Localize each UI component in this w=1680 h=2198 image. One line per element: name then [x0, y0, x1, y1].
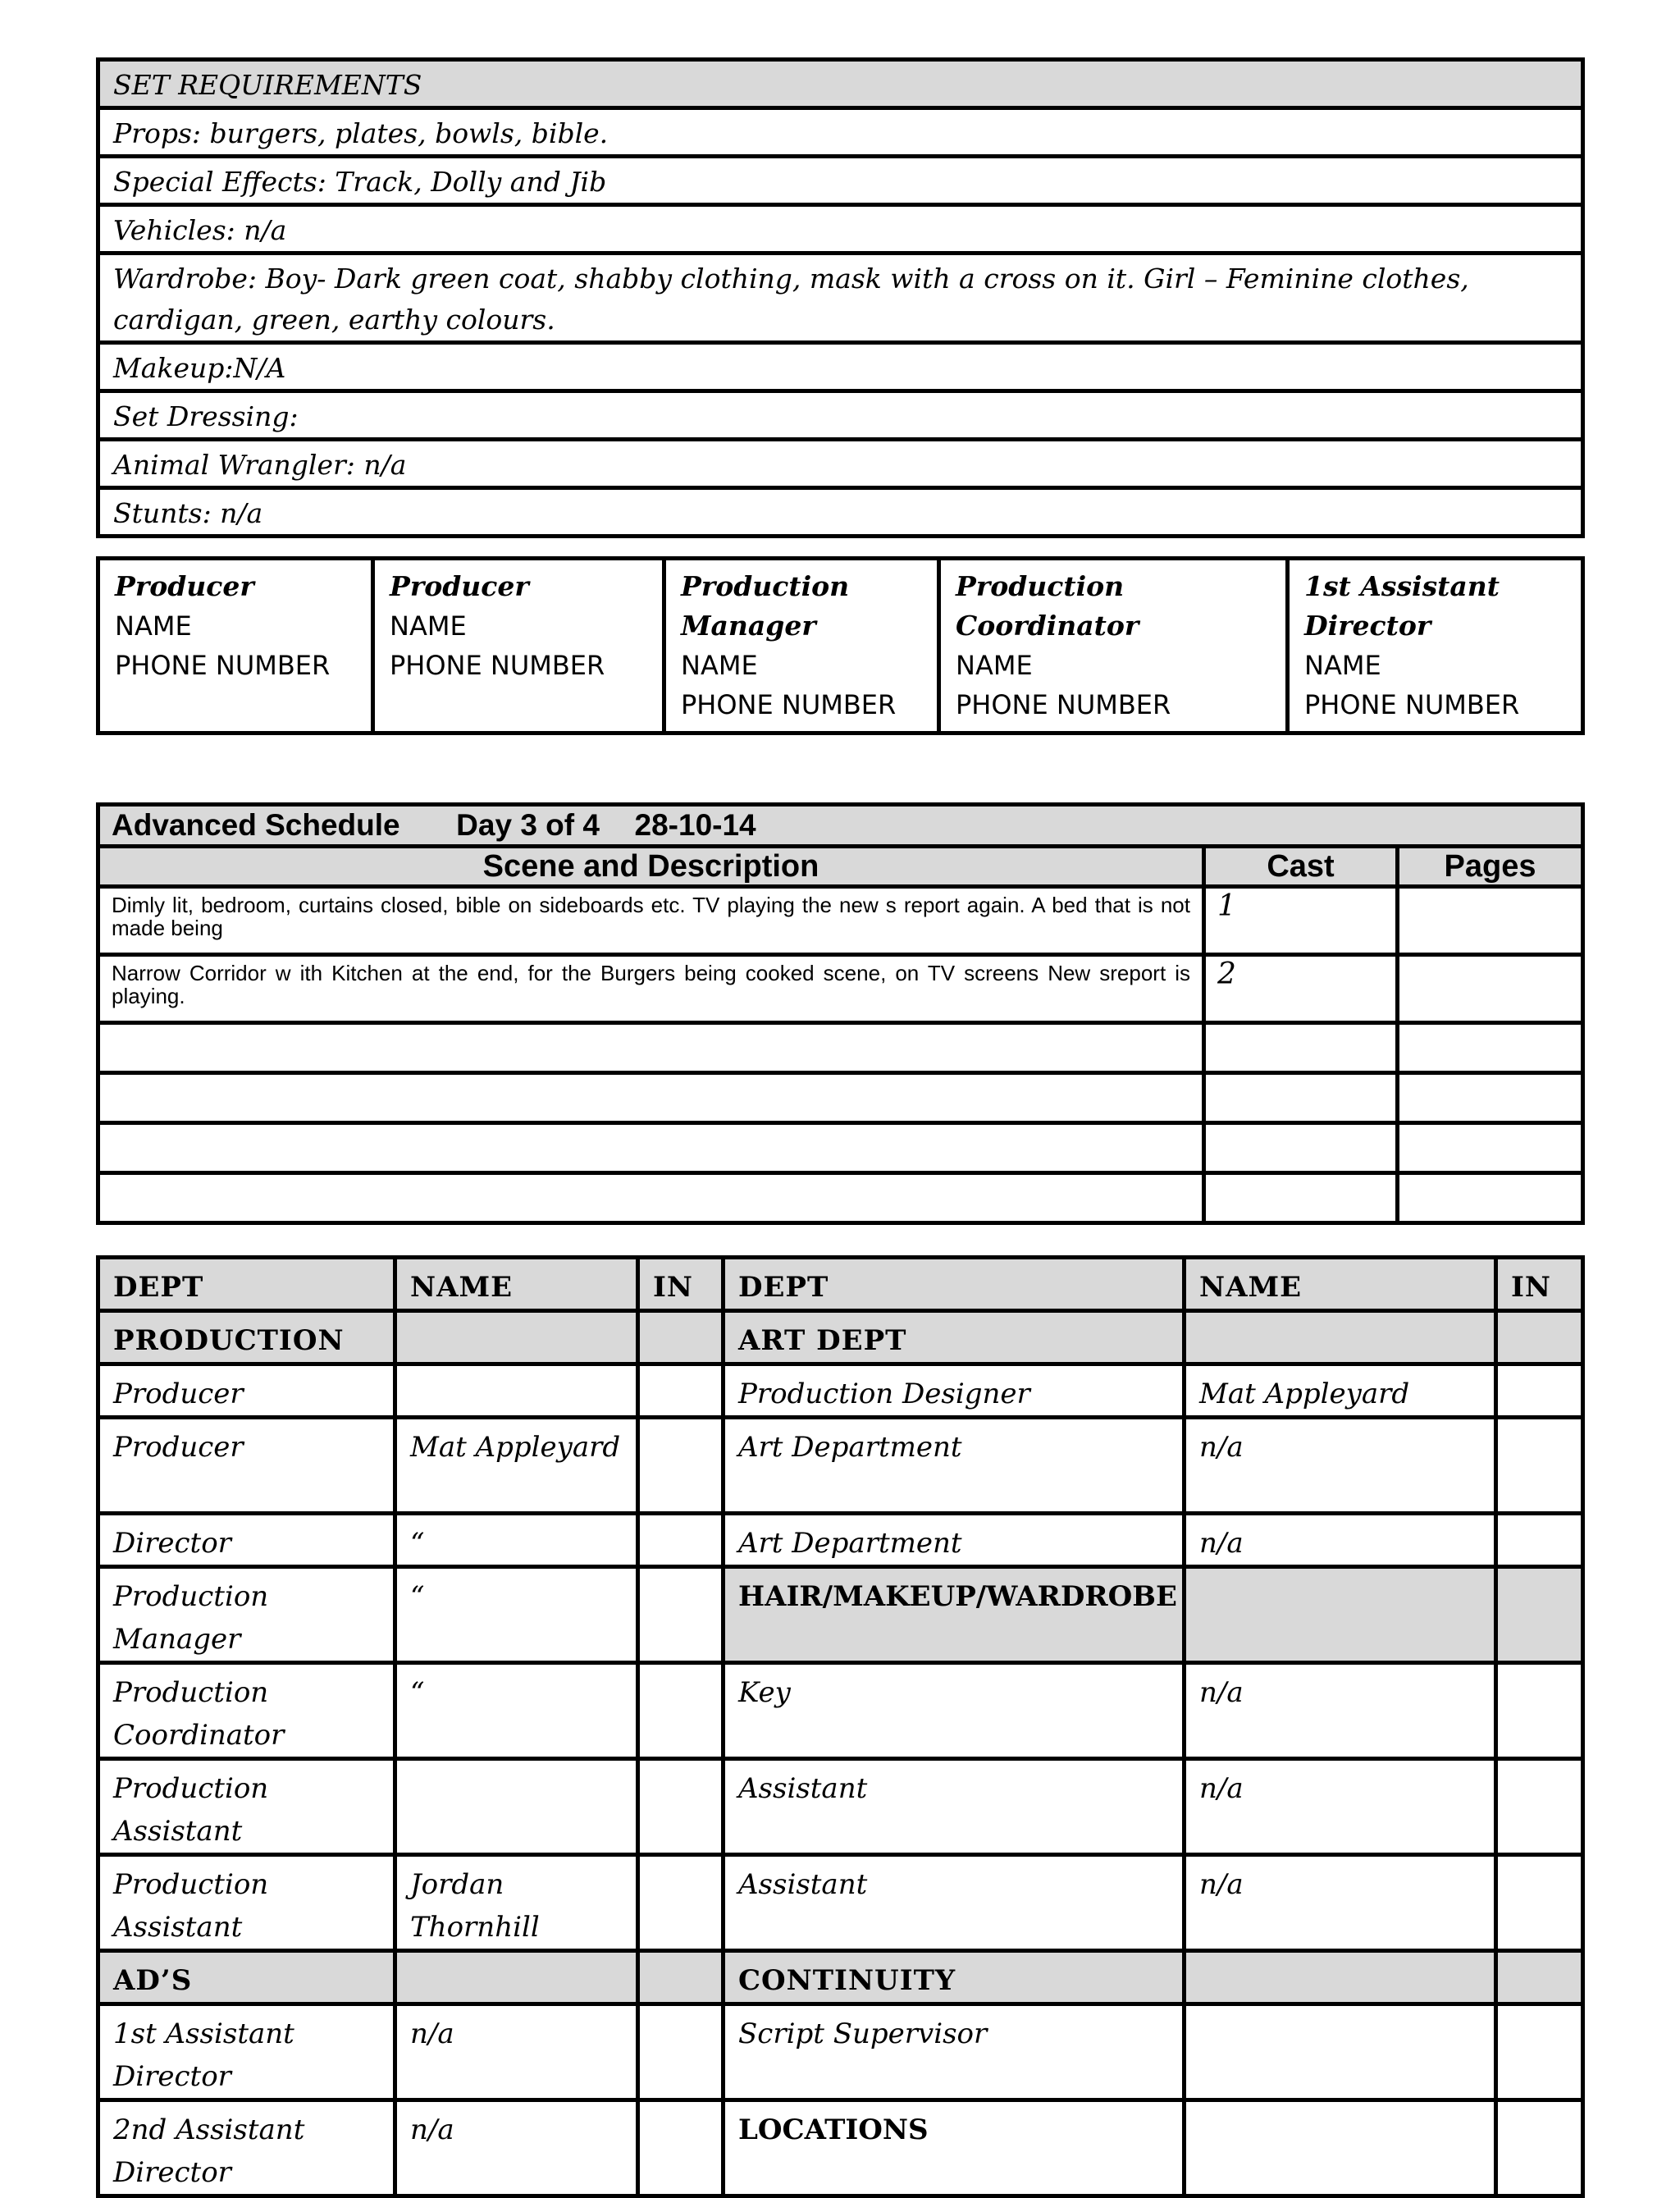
in-cell	[1496, 1951, 1583, 2004]
contact-phone: PHONE NUMBER	[956, 689, 1171, 720]
dept-header: DEPT	[98, 1258, 395, 1311]
department-row	[98, 1311, 1583, 1364]
stunts-row: Stunts: n/a	[98, 488, 1583, 537]
contact-cell	[1288, 559, 1583, 733]
name-cell	[1185, 2100, 1496, 2196]
contact-role: Production Coordinator	[956, 570, 1139, 642]
name-cell: Mat Appleyard	[1185, 1364, 1496, 1418]
name-header: NAME	[1185, 1258, 1496, 1311]
set-dressing-row: Set Dressing:	[98, 391, 1583, 440]
dept-cell: Script Supervisor	[724, 2004, 1185, 2100]
dept-cell: Production Assistant	[98, 1759, 395, 1855]
in-cell	[1496, 1855, 1583, 1951]
scene-cast: 2	[1204, 955, 1398, 1023]
in-cell	[638, 1663, 724, 1759]
contact-name: NAME	[956, 650, 1033, 681]
schedule-day: Day 3 of 4	[456, 808, 600, 842]
makeup-row: Makeup:N/A	[98, 343, 1583, 391]
in-cell	[638, 1759, 724, 1855]
name-cell: n/a	[395, 2100, 638, 2196]
contact-cell	[373, 559, 664, 733]
department-row	[98, 1418, 1583, 1514]
wardrobe-row: Wardrobe: Boy- Dark green coat, shabby clothing, mask with a cross on it. Girl – Feminine clothes, cardigan, green, earthy colours.	[98, 254, 1583, 343]
scene-description: Dimly lit, bedroom, curtains closed, bible on sideboards etc. TV playing the new s report again. A bed that is not made being	[98, 887, 1204, 955]
dept-cell: Director	[98, 1514, 395, 1567]
contact-phone: PHONE NUMBER	[1304, 689, 1520, 720]
dept-cell: ART DEPT	[724, 1311, 1185, 1364]
dept-cell: 1st Assistant Director	[98, 2004, 395, 2100]
name-cell: n/a	[1185, 1759, 1496, 1855]
department-row	[98, 2004, 1583, 2100]
in-cell	[638, 1514, 724, 1567]
department-row	[98, 1855, 1583, 1951]
dept-cell: Art Department	[724, 1514, 1185, 1567]
in-cell	[1496, 2100, 1583, 2196]
special-effects-row: Special Effects: Track, Dolly and Jib	[98, 157, 1583, 205]
contact-role: Producer	[115, 570, 254, 602]
department-row	[98, 1759, 1583, 1855]
set-requirements-table	[96, 57, 1585, 538]
scene-pages	[1398, 955, 1583, 1023]
name-cell	[395, 1364, 638, 1418]
in-cell	[1496, 1567, 1583, 1663]
scene-header: Scene and Description	[98, 847, 1204, 887]
dept-cell: Art Department	[724, 1418, 1185, 1514]
name-cell	[1185, 1311, 1496, 1364]
in-cell	[1496, 2004, 1583, 2100]
dept-cell: Producer	[98, 1364, 395, 1418]
dept-cell: Producer	[98, 1418, 395, 1514]
dept-cell: Production Assistant	[98, 1855, 395, 1951]
in-cell	[638, 1418, 724, 1514]
contact-role: 1st Assistant Director	[1304, 570, 1500, 642]
contact-name: NAME	[390, 610, 467, 642]
name-cell: Mat Appleyard	[395, 1418, 638, 1514]
set-requirements-title: SET REQUIREMENTS	[98, 60, 1583, 108]
dept-cell: CONTINUITY	[724, 1951, 1185, 2004]
name-cell: “	[395, 1663, 638, 1759]
dept-cell: Assistant	[724, 1759, 1185, 1855]
department-row	[98, 1663, 1583, 1759]
name-cell: n/a	[1185, 1663, 1496, 1759]
in-cell	[638, 2100, 724, 2196]
vehicles-row: Vehicles: n/a	[98, 205, 1583, 254]
schedule-row	[98, 955, 1583, 1023]
in-cell	[638, 1311, 724, 1364]
schedule-empty-row	[98, 1023, 1583, 1073]
schedule-date: 28-10-14	[634, 808, 756, 842]
schedule-title-bar	[98, 805, 1583, 847]
department-row	[98, 1951, 1583, 2004]
schedule-empty-row	[98, 1073, 1583, 1123]
dept-cell: Assistant	[724, 1855, 1185, 1951]
advanced-schedule-table	[96, 802, 1585, 1225]
in-cell	[638, 1364, 724, 1418]
name-cell	[1185, 1567, 1496, 1663]
dept-cell: PRODUCTION	[98, 1311, 395, 1364]
in-cell	[1496, 1759, 1583, 1855]
dept-cell: Key	[724, 1663, 1185, 1759]
schedule-row	[98, 887, 1583, 955]
contact-phone: PHONE NUMBER	[390, 650, 605, 681]
animal-wrangler-row: Animal Wrangler: n/a	[98, 440, 1583, 488]
contact-name: NAME	[1304, 650, 1381, 681]
name-cell: n/a	[1185, 1855, 1496, 1951]
contact-role: Producer	[390, 570, 529, 602]
contact-cell	[939, 559, 1288, 733]
contact-cell	[98, 559, 373, 733]
dept-cell: LOCATIONS	[724, 2100, 1185, 2196]
in-cell	[1496, 1364, 1583, 1418]
name-header: NAME	[395, 1258, 638, 1311]
schedule-empty-row	[98, 1173, 1583, 1223]
dept-cell: Production Coordinator	[98, 1663, 395, 1759]
dept-header: DEPT	[724, 1258, 1185, 1311]
contact-cell	[664, 559, 939, 733]
name-cell: n/a	[395, 2004, 638, 2100]
contact-phone: PHONE NUMBER	[115, 650, 331, 681]
name-cell: Jordan Thornhill	[395, 1855, 638, 1951]
in-cell	[638, 2004, 724, 2100]
contact-phone: PHONE NUMBER	[681, 689, 897, 720]
name-cell: n/a	[1185, 1514, 1496, 1567]
contacts-table	[96, 556, 1585, 735]
in-cell	[638, 1567, 724, 1663]
department-row	[98, 1514, 1583, 1567]
name-cell	[395, 1311, 638, 1364]
department-row	[98, 1364, 1583, 1418]
in-header: IN	[1496, 1258, 1583, 1311]
schedule-title: Advanced Schedule	[112, 808, 400, 842]
dept-cell: 2nd Assistant Director	[98, 2100, 395, 2196]
contact-role: Production Manager	[681, 570, 850, 642]
name-cell: “	[395, 1514, 638, 1567]
in-cell	[1496, 1514, 1583, 1567]
scene-cast: 1	[1204, 887, 1398, 955]
scene-pages	[1398, 887, 1583, 955]
in-header: IN	[638, 1258, 724, 1311]
in-cell	[1496, 1663, 1583, 1759]
dept-cell: Production Designer	[724, 1364, 1185, 1418]
pages-header: Pages	[1398, 847, 1583, 887]
in-cell	[638, 1951, 724, 2004]
name-cell	[1185, 1951, 1496, 2004]
dept-cell: HAIR/MAKEUP/WARDROBE	[724, 1567, 1185, 1663]
departments-body	[98, 1311, 1583, 2196]
name-cell: n/a	[1185, 1418, 1496, 1514]
department-row	[98, 1567, 1583, 1663]
name-cell	[1185, 2004, 1496, 2100]
scene-description: Narrow Corridor w ith Kitchen at the end, for the Burgers being cooked scene, on TV screens New sreport is playing.	[98, 955, 1204, 1023]
schedule-empty-row	[98, 1123, 1583, 1173]
in-cell	[638, 1855, 724, 1951]
name-cell	[395, 1759, 638, 1855]
contact-name: NAME	[115, 610, 192, 642]
contact-name: NAME	[681, 650, 758, 681]
name-cell	[395, 1951, 638, 2004]
department-row	[98, 2100, 1583, 2196]
dept-cell: AD’S	[98, 1951, 395, 2004]
props-row: Props: burgers, plates, bowls, bible.	[98, 108, 1583, 157]
in-cell	[1496, 1311, 1583, 1364]
in-cell	[1496, 1418, 1583, 1514]
name-cell: “	[395, 1567, 638, 1663]
dept-cell: Production Manager	[98, 1567, 395, 1663]
cast-header: Cast	[1204, 847, 1398, 887]
departments-table	[96, 1255, 1585, 2198]
